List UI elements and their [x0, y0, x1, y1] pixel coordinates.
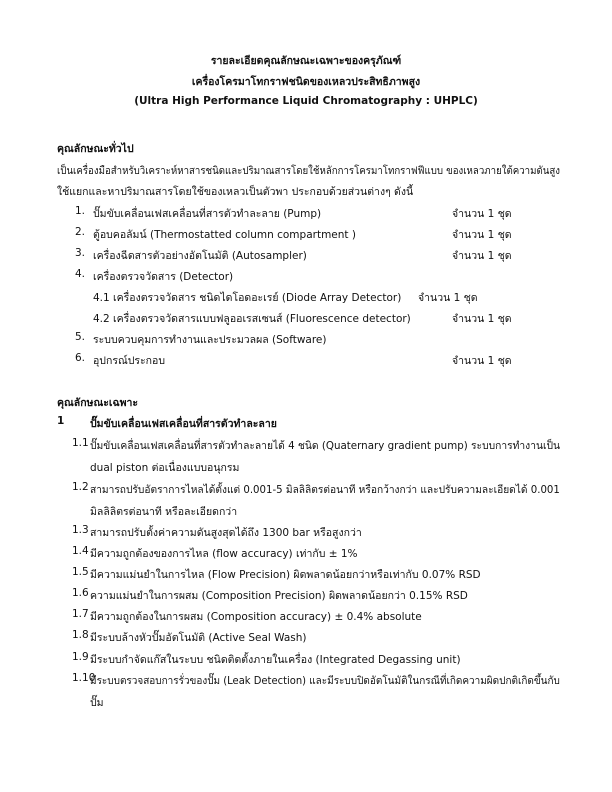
spec-item-number: 1.6	[72, 587, 89, 599]
spec-item-text: ความแม่นยำในการผสม (Composition Precision) ผิดพลาดน้อยกว่า 0.15% RSD	[90, 590, 468, 602]
spec-item-text: ปั๊มขับเคลื่อนเฟสเคลื่อนที่สารตัวทำละลายได้ 4 ชนิด (Quaternary gradient pump) ระบบการทำงานเป็น	[90, 440, 561, 452]
specific-heading: คุณลักษณะเฉพาะ	[57, 397, 139, 409]
general-item-text: อุปกรณ์ประกอบ	[93, 355, 165, 367]
section-title: ปั๊มขับเคลื่อนเฟสเคลื่อนที่สารตัวทำละลาย	[90, 418, 277, 430]
spec-item-text: มีระบบล้างหัวปั๊มอัตโนมัติ (Active Seal Wash)	[90, 632, 307, 644]
spec-item-number: 1.1	[72, 437, 89, 449]
general-subitem-text: 4.2 เครื่องตรวจวัดสารแบบฟลูออเรสเซนส์ (Fluorescence detector)	[93, 313, 411, 325]
general-item-text: ระบบควบคุมการทำงานและประมวลผล (Software)	[93, 334, 327, 346]
spec-item-text-cont: มิลลิลิตรต่อนาที หรือละเอียดกว่า	[90, 506, 238, 518]
general-item-text: เครื่องตรวจวัดสาร (Detector)	[93, 271, 234, 283]
general-subitem-quantity: จำนวน 1 ชุด	[418, 292, 478, 304]
spec-item-text-cont: ปั๊ม	[90, 697, 104, 709]
general-item-text: ปั๊มขับเคลื่อนเฟสเคลื่อนที่สารตัวทำละลาย (Pump)	[93, 208, 322, 220]
document-title-line-2: เครื่องโครมาโทกราฟชนิดของเหลวประสิทธิภาพสูง	[191, 76, 421, 88]
spec-item-text: มีความถูกต้องของการไหล (flow accuracy) เท่ากับ ± 1%	[90, 548, 358, 560]
spec-item-text: สามารถปรับอัตราการไหลได้ตั้งแต่ 0.001-5 มิลลิลิตรต่อนาที หรือกว้างกว่า และปรับความละเอียดได้ 0.001	[90, 484, 560, 496]
general-subitem-text: 4.1 เครื่องตรวจวัดสาร ชนิดไดโอดอะเรย์ (Diode Array Detector)	[93, 292, 402, 304]
spec-item-number: 1.4	[72, 545, 89, 557]
general-item-text: ตู้อบคอลัมน์ (Thermostatted column compartment )	[93, 229, 356, 241]
general-item-quantity: จำนวน 1 ชุด	[452, 229, 512, 241]
spec-item-text: มีความถูกต้องในการผสม (Composition accuracy) ± 0.4% absolute	[90, 611, 422, 623]
general-item-number: 5.	[75, 331, 86, 343]
general-item-text: เครื่องฉีดสารตัวอย่างอัตโนมัติ (Autosampler)	[93, 250, 307, 262]
general-item-number: 1.	[75, 205, 86, 217]
general-item-quantity: จำนวน 1 ชุด	[452, 250, 512, 262]
general-item-quantity: จำนวน 1 ชุด	[452, 208, 512, 220]
spec-item-number: 1.2	[72, 481, 89, 493]
general-intro-line-2: ใช้แยกและหาปริมาณสารโดยใช้ของเหลวเป็นตัวพา ประกอบด้วยส่วนต่างๆ ดังนี้	[57, 186, 414, 198]
section-number: 1	[57, 415, 65, 427]
general-item-number: 3.	[75, 247, 86, 259]
general-item-number: 6.	[75, 352, 86, 364]
spec-item-text: มีระบบกำจัดแก๊สในระบบ ชนิดติดตั้งภายในเครื่อง (Integrated Degassing unit)	[90, 654, 461, 666]
spec-item-text: มีระบบตรวจสอบการรั่วของปั๊ม (Leak Detection) และมีระบบปิดอัตโนมัติในกรณีที่เกิดความผิดปกติเกิดขึ้นกับ	[90, 675, 560, 687]
general-intro-line-1: เป็นเครื่องมือสำหรับวิเคราะห์หาสารชนิดและปริมาณสารโดยใช้หลักการโครมาโทกราฟฟีแบบ ของเหลวภายใต้ความดันสูง	[57, 165, 560, 177]
spec-item-number: 1.8	[72, 629, 89, 641]
spec-item-number: 1.10	[72, 672, 96, 684]
spec-item-text: มีความแม่นยำในการไหล (Flow Precision) ผิดพลาดน้อยกว่าหรือเท่ากับ 0.07% RSD	[90, 569, 481, 581]
document-title-line-3: (Ultra High Performance Liquid Chromatography : UHPLC)	[134, 95, 478, 107]
spec-item-number: 1.7	[72, 608, 89, 620]
spec-item-number: 1.9	[72, 651, 89, 663]
spec-item-text-cont: dual piston ต่อเนื่องแบบอนุกรม	[90, 462, 240, 474]
general-heading: คุณลักษณะทั่วไป	[57, 143, 134, 155]
spec-item-number: 1.3	[72, 524, 89, 536]
spec-item-number: 1.5	[72, 566, 89, 578]
general-item-quantity: จำนวน 1 ชุด	[452, 355, 512, 367]
general-item-number: 2.	[75, 226, 86, 238]
document-title-line-1: รายละเอียดคุณลักษณะเฉพาะของครุภัณฑ์	[210, 55, 402, 67]
general-subitem-quantity: จำนวน 1 ชุด	[452, 313, 512, 325]
general-item-number: 4.	[75, 268, 86, 280]
spec-item-text: สามารถปรับตั้งค่าความดันสูงสุดได้ถึง 1300 bar หรือสูงกว่า	[90, 527, 362, 539]
